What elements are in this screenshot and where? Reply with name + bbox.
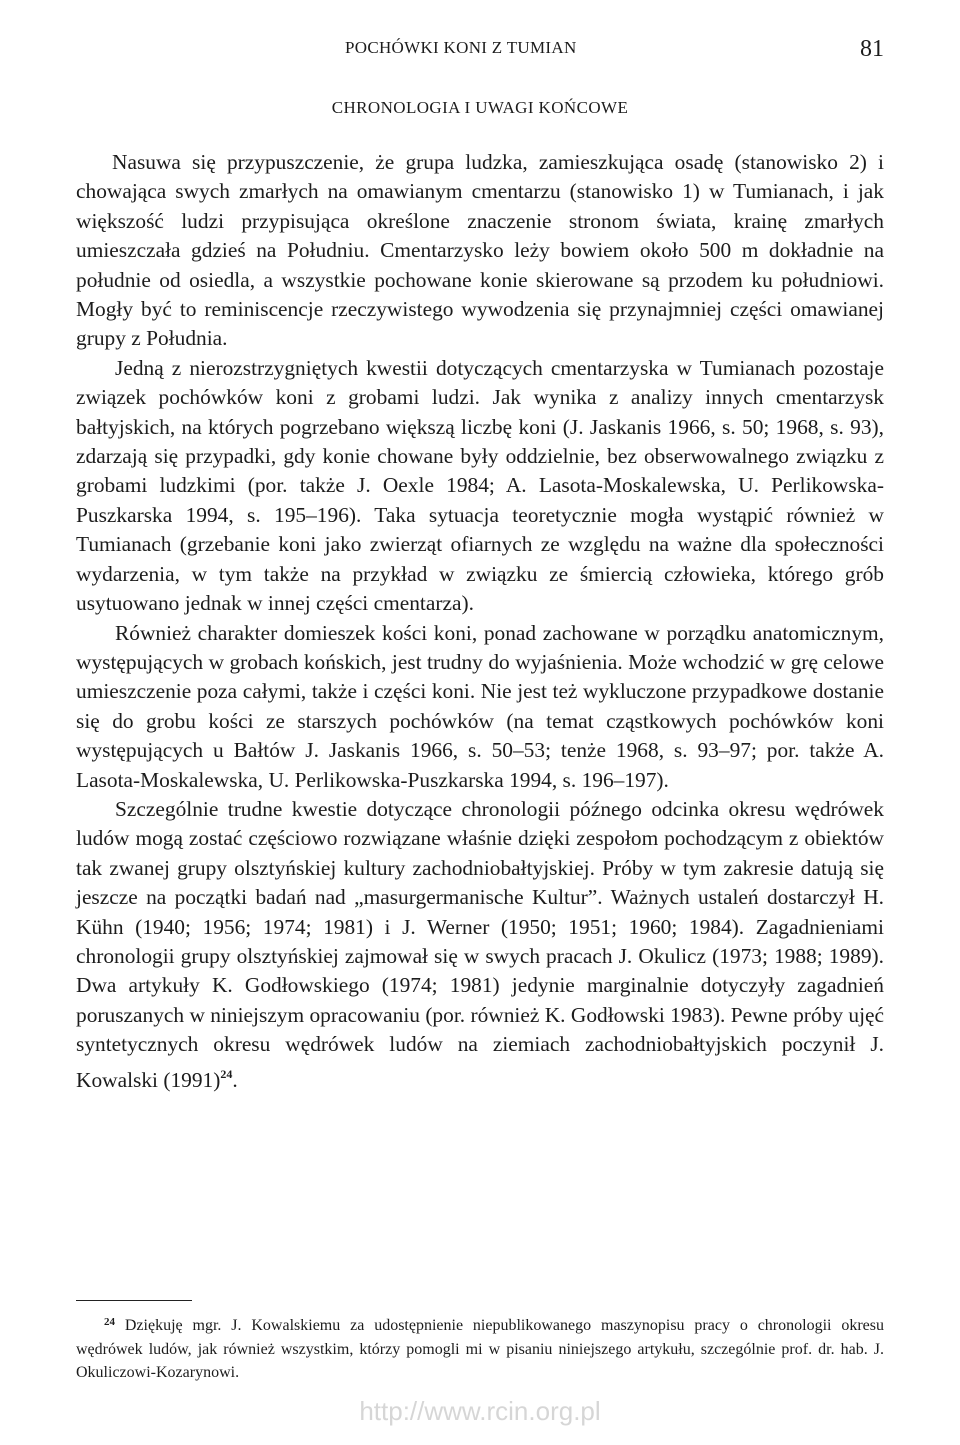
section-title: CHRONOLOGIA I UWAGI KOŃCOWE — [331, 98, 629, 117]
footnote-reference: 24 — [220, 1066, 233, 1081]
running-head-title: POCHÓWKI KONI Z TUMIAN — [345, 38, 577, 57]
watermark-url: http://www.rcin.org.pl — [359, 1396, 601, 1426]
paragraph: Jedną z nierozstrzygniętych kwestii dotyczących cmentarzyska w Tumianach pozostaje związek pochówków koni z grobami ludzi. Jak wynika z analizy innych cmentarzysk bałtyjskich, na których pogrzebano większą liczbę koni (J. Jaskanis 1966, s. 50; 1968, s. 93), zdarzają się przypadki, gdy konie chowane były oddzielnie, bez obserwowalnego związku z grobami ludzkimi (por. także J. Oexle 1984; A. Lasota-Moskalewska, U. Perlikowska-Puszkarska 1994, s. 195–196). Taka sytuacja teoretycznie mogła wystąpić również w Tumianach (grzebanie koni jako zwierząt ofiarnych ze względu na ważne dla społeczności wydarzenia, w tym także na przykład w związku ze śmiercią człowieka, którego grób usytuowano jednak w innej części cmentarza). — [76, 355, 884, 616]
footnote — [76, 1311, 884, 1385]
paragraph: Szczególnie trudne kwestie dotyczące chronologii późnego odcinka okresu wędrówek ludów mogą zostać częściowo rozwiązane właśnie dzięki zespołom pochodzącym z obiektów tak zwanej grupy olsztyńskiej kultury zachodniobałtyjskiej. Próby w tym zakresie datują się jeszcze na początki badań nad „masurgermanische Kultur”. Ważnych ustaleń dostarczył H. Kühn (1940; 1956; 1974; 1981) i J. Werner (1950; 1951; 1960; 1984). Zagadnieniami chronologii grupy olsztyńskiej zajmował się w swych pracach J. Okulicz (1973; 1988; 1989). Dwa artykuły K. Godłowskiego (1974; 1981) jedynie marginalnie dotyczyły zagadnień poruszanych w niniejszym opracowaniu (por. również K. Godłowski 1983). Pewne próby ujęć syntetycznych okresu wędrówek ludów na ziemiach zachodniobałtyjskich poczynił J. Kowalski (1991)$^{24}$. — [76, 796, 884, 1092]
paragraph: Nasuwa się przypuszczenie, że grupa ludzka, zamieszkująca osadę (stanowisko 2) i chowająca swych zmarłych na omawianym cmentarzu (stanowisko 1) w Tumianach, i jak większość ludzi przypisująca określone znaczenie stronom świata, krainę zmarłych umieszczała gdzieś na Południu. Cmentarzysko leży bowiem około 500 m dokładnie na południe od osiedla, a wszystkie pochowane konie skierowane są przodem ku południowi. Mogły być to reminiscencje rzeczywistego wywodzenia się przynajmniej części omawianej grupy z Południa. — [76, 150, 884, 351]
paragraph: Również charakter domieszek kości koni, ponad zachowane w porządku anatomicznym, występujących w grobach końskich, jest trudny do wyjaśnienia. Może wchodzić w grę celowe umieszczenie poza całymi, także i części koni. Nie jest też wykluczone przypadkowe dostanie się do grobu kości ze starszych pochówków (na temat cząstkowych pochówków koni występujących u Bałtów J. Jaskanis 1966, s. 50–53; tenże 1968, s. 93–97; por. także A. Lasota-Moskalewska, U. Perlikowska-Puszkarska 1994, s. 196–197). — [76, 620, 884, 792]
paragraph-text: Szczególnie trudne kwestie dotyczące chronologii późnego odcinka okresu wędrówek ludów mogą zostać częściowo rozwiązane właśnie dzięki zespołom pochodzącym z obiektów tak zwanej grupy olsztyńskiej kultury zachodniobałtyjskiej. Próby w tym zakresie datują się jeszcze na początki badań nad „masurgermanische Kultur”. Ważnych ustaleń dostarczył H. Kühn (1940; 1956; 1974; 1981) i J. Werner (1950; 1951; 1960; 1984). Zagadnieniami chronologii grupy olsztyńskiej zajmował się w swych pracach J. Okulicz (1973; 1988; 1989). Dwa artykuły K. Godłowskiego (1974; 1981) jedynie marginalnie dotyczyły zagadnień poruszanych w niniejszym opracowaniu (por. również K. Godłowski 1983). Pewne próby ujęć syntetycznych okresu wędrówek ludów na ziemiach zachodniobałtyjskich poczynił J. Kowalski (1991) — [76, 796, 884, 1092]
footnote-number: 24 — [104, 1316, 115, 1328]
footnote-text: Dziękuję mgr. J. Kowalskiemu za udostępnienie niepublikowanego maszynopisu pracy o chronologii okresu wędrówek ludów, jak również wszystkim, którzy pomogli mi w pisaniu niniejszego artykułu, szczególnie prof. dr. hab. J. Okuliczowi-Kozarynowi. — [76, 1317, 884, 1381]
page-number: 81 — [860, 36, 884, 62]
body-text — [76, 148, 884, 1095]
footnote-divider — [76, 1300, 192, 1301]
